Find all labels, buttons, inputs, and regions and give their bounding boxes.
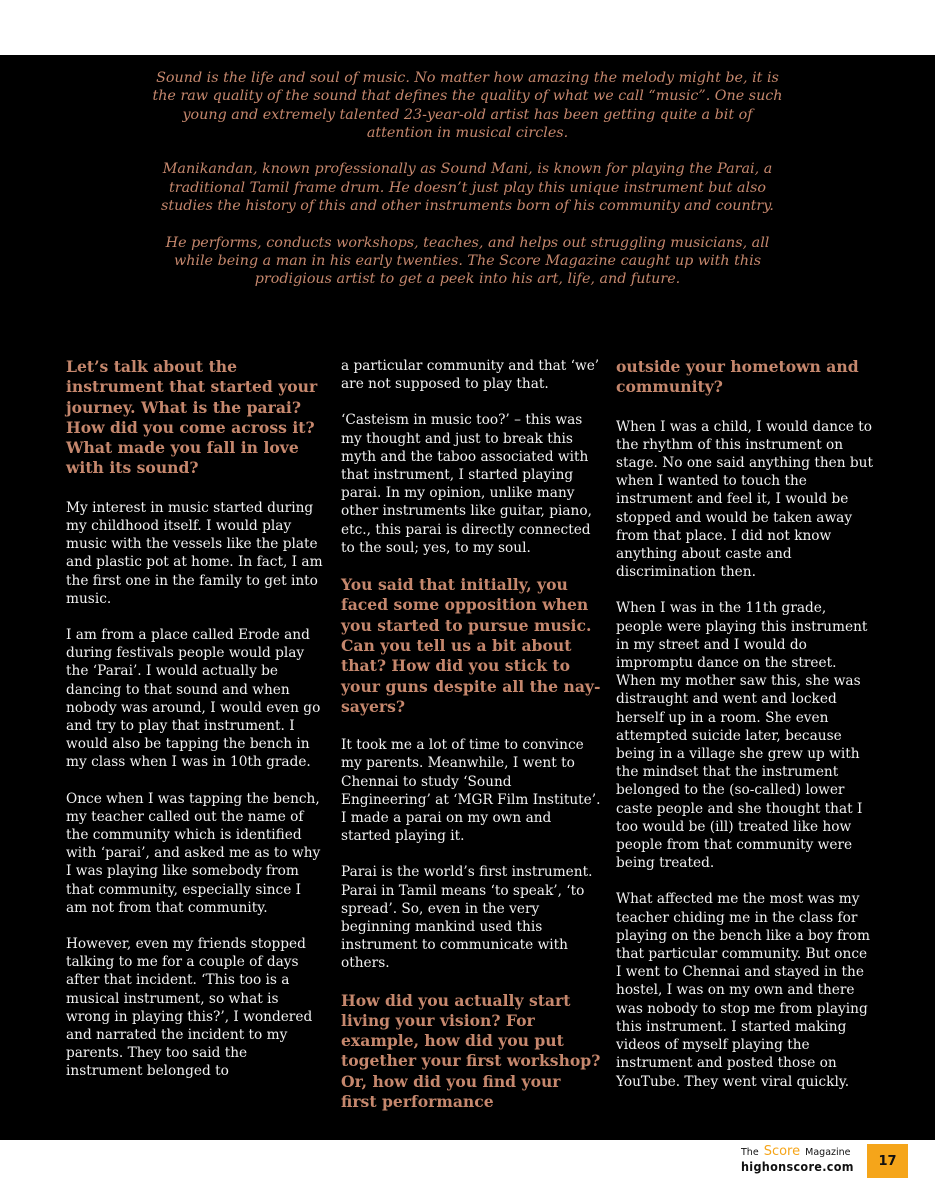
brand-the: The <box>741 1147 759 1158</box>
answer-paragraph: However, even my friends stopped talking to me for a couple of days after that incident. ‘This too is a musical instrument, so what is wrong in playing this?’, I wondered and narrated the incident to my parents. They too said the instrument belonged to <box>66 936 313 1080</box>
answer-paragraph: What affected me the most was my teacher chiding me in the class for playing on the bench like a boy from that particular community. But once I went to Chennai and stayed in the hostel, I was on my own and there was nobody to stop me from playing this instrument. I started making videos of myself playing the instrument and posted those on YouTube. They went viral quickly. <box>616 891 870 1090</box>
top-margin <box>0 0 935 55</box>
brand-score-logo: Score <box>763 1144 801 1159</box>
article-column-1 <box>66 357 326 1081</box>
answer-paragraph: I am from a place called Erode and during festivals people would play the ‘Parai’. I would actually be dancing to that sound and when nobody was around, I would even go and try to play that instrument. I would also be tapping the bench in my class when I was in 10th grade. <box>66 627 321 771</box>
intro-paragraph: He performs, conducts workshops, teaches, and helps out struggling musicians, all while being a man in his early twenties. The Score Magazine caught up with this prodigious artist to get a peek into his art, life, and future. <box>165 234 770 288</box>
magazine-brand <box>741 1146 851 1159</box>
interview-question: You said that initially, you faced some opposition when you started to pursue music. Can you tell us a bit about that? How did you stick to your guns despite all the nay-sayers? <box>341 575 601 716</box>
answer-paragraph: It took me a lot of time to convince my parents. Meanwhile, I went to Chennai to study ‘Sound Engineering’ at ‘MGR Film Institute’. I made a parai on my own and started playing it. <box>341 737 601 845</box>
article-intro <box>150 69 785 307</box>
brand-magazine: Magazine <box>805 1147 851 1158</box>
answer-paragraph: When I was in the 11th grade, people were playing this instrument in my street and I would do impromptu dance on the street. When my mother saw this, she was distraught and went and locked herself up in a room. She even attempted suicide later, because being in a village she grew up with the mindset that the instrument belonged to the (so-called) lower caste people and she thought that I too would be (ill) treated like how people from that community were being treated. <box>616 600 868 872</box>
answer-paragraph: Parai is the world’s first instrument. Parai in Tamil means ‘to speak’, ‘to spread’. So, even in the very beginning mankind used this instrument to communicate with others. <box>341 864 593 972</box>
magazine-url[interactable]: highonscore.com <box>741 1159 854 1174</box>
interview-question: How did you actually start living your vision? For example, how did you put together your first workshop? Or, how did you find your first performance <box>341 990 601 1112</box>
answer-paragraph: ‘Casteism in music too?’ – this was my thought and just to break this myth and the taboo associated with that instrument, I started playing parai. In my opinion, unlike many other instruments like guitar, piano, etc., this parai is directly connected to the soul; yes, to my soul. <box>341 412 592 556</box>
answer-paragraph: a particular community and that ‘we’ are not supposed to play that. <box>341 358 600 393</box>
interview-question: Let’s talk about the instrument that started your journey. What is the parai? How did you come across it? What made you fall in love with its sound? <box>66 357 318 478</box>
intro-paragraph: Manikandan, known professionally as Sound Mani, is known for playing the Parai, a traditional Tamil frame drum. He doesn’t just play this unique instrument but also studies the history of this and other instruments born of his community and country. <box>161 161 774 215</box>
answer-paragraph: When I was a child, I would dance to the rhythm of this instrument on stage. No one said anything then but when I wanted to touch the instrument and feel it, I would be stopped and would be taken away from that place. I did not know anything about caste and discrimination then. <box>616 418 873 581</box>
intro-paragraph: Sound is the life and soul of music. No matter how amazing the melody might be, it is the raw quality of the sound that defines the quality of what we call “music”. One such young and extremely talented 23-year-old artist has been getting quite a bit of attention in musical circles. <box>152 70 783 141</box>
answer-paragraph: Once when I was tapping the bench, my teacher called out the name of the community which is identified with ‘parai’, and asked me as to why I was playing like somebody from that community, especially since I am not from that community. <box>66 790 321 916</box>
page-number: 17 <box>867 1144 908 1178</box>
interview-question-continued: outside your hometown and community? <box>616 357 859 397</box>
article-column-2 <box>341 357 601 1112</box>
answer-paragraph: My interest in music started during my childhood itself. I would play music with the vessels like the plate and plastic pot at home. In fact, I am the first one in the family to get into music. <box>66 499 323 607</box>
article-column-3 <box>616 357 876 1091</box>
